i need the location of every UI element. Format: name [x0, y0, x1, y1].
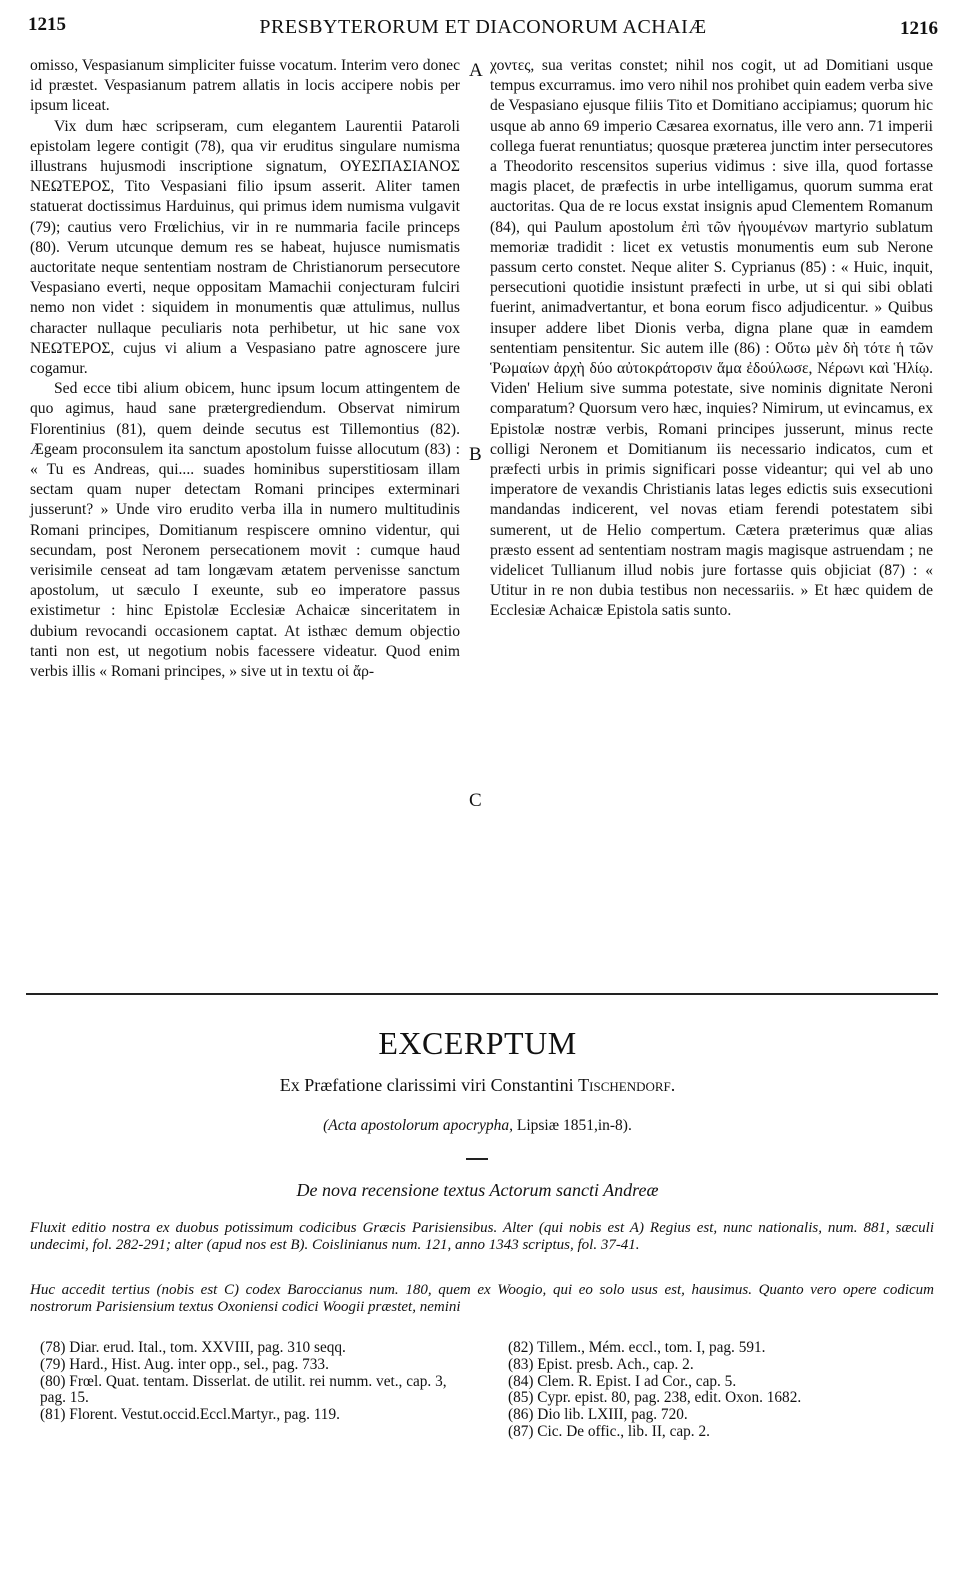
page-number-left: 1215: [28, 14, 66, 35]
excerptum-source-imprint: Lipsiæ 1851,in-8).: [513, 1117, 632, 1134]
margin-marker-b: B: [469, 444, 482, 465]
footnote-84: (84) Clem. R. Epist. I ad Cor., cap. 5.: [508, 1372, 737, 1390]
short-rule: [466, 1158, 488, 1160]
excerptum-paragraph-2: Huc accedit tertius (nobis est C) codex Baroccianus num. 180, quem ex Woogio, qui eo solo usus est, hausimus. Quanto vero opere codicum nostrorum Parisiensium textus Oxoniensi codici Woogii præstet, nemini: [30, 1282, 934, 1315]
right-column: [490, 56, 933, 622]
excerptum-paragraph-1: Fluxit editio nostra ex duobus potissimum codicibus Græcis Parisiensibus. Alter (qui nobis est A) Regius est, nunc nationalis, num. 881, sæculi undecimi, fol. 282-291; alter (apud nos est B). Coislinianus num. 121, anno 1343 scriptus, fol. 37-41.: [30, 1220, 934, 1253]
footnotes-right: [508, 1340, 938, 1441]
footnote-82: (82) Tillem., Mém. eccl., tom. I, pag. 591.: [508, 1339, 766, 1356]
footnote-80: (80) Frœl. Quat. tentam. Disserlat. de utilit. rei numm. vet., cap. 3, pag. 15.: [40, 1372, 447, 1407]
margin-marker-c: C: [469, 790, 482, 811]
footnote-81: (81) Florent. Vestut.occid.Eccl.Martyr., pag. 119.: [40, 1406, 340, 1424]
section-divider: [26, 993, 938, 995]
excerptum-source-title: (Acta apostolorum apocrypha,: [323, 1117, 513, 1134]
footnote-85: (85) Cypr. epist. 80, pag. 238, edit. Oxon. 1682.: [508, 1389, 802, 1407]
footnotes-left: [40, 1340, 460, 1424]
margin-marker-a: A: [469, 60, 483, 81]
excerptum-author: Tischendorf.: [578, 1075, 676, 1095]
left-paragraph-3: Sed ecce tibi alium obicem, hunc ipsum locum attingentem de quo agimus, haud sane prætergrediendum. Observat nimirum Florentinius (81), quem deinde secutus est Tillemontius (82). Ægeam proconsulem ita sanctum apostolum fuisse allocutum (83) : « Tu es Andreas, qui.... suades hominibus superstitiosam illam sectam quam nuper detectam Romani principes exterminari jusserunt? » Unde viro erudito verba illa in numero multitudinis Romani principes, Domitianum respiscere omnino videntur, qui secundam, post Neronem persecationem movit : cumque haud verisimile censeat ad tam longævam ætatem pervenisse sanctum apostolum, ut sæculo I exeunte, sub eo imperatore passus existimetur : hinc Epistolæ Ecclesiæ Achaicæ sinceritatem in dubium revocandi occasionem captat. At isthæc demum objectio tanti non est, ut negotium nobis facessere videatur. Quod enim verbis illis « Romani principes, » sive ut in textu οἱ ἄρ-: [30, 380, 460, 681]
excerptum-title: EXCERPTUM: [378, 1025, 577, 1061]
footnote-87: (87) Cic. De offic., lib. II, cap. 2.: [508, 1422, 710, 1440]
footnote-83: (83) Epist. presb. Ach., cap. 2.: [508, 1355, 694, 1373]
left-paragraph-1: omisso, Vespasianum simpliciter fuisse vocatum. Interim vero donec id præstet. Vespasianum patrem allatis in locis accipere nobis per ipsum liceat.: [30, 57, 460, 115]
excerptum-subtitle: [0, 1075, 955, 1096]
excerptum-source: [0, 1117, 955, 1135]
left-paragraph-2: Vix dum hæc scripseram, cum elegantem Laurentii Pataroli epistolam legere contigit (78), qua vir eruditus singulare numisma illustrans hujusmodi inscriptione signatum, ΟΥΕΣΠΑΣΙΑΝΟΣ ΝΕΩΤΕΡΟΣ, Tito Vespasiani filio ipsum asserit. Aliter tamen statuerat doctissimus Harduinus, qui primus idem numisma vulgavit (79); cautius vero Frœlichius, vir in re nummaria facile princeps (80). Verum utcunque demum res se habeat, hujusce numismatis auctoritate neque sententiam nostram de Christianorum persecutore Vespasiano everti, neque oppositam Mamachii conjecturam fulciri nemo non videt : siquidem in monumentis quæ attulimus, nullus character nullaque peculiaris nota perhibetur, ut hic sane vox ΝΕΩΤΕΡΟΣ, cujus vi alium a Vespasiano patre agnoscere jure cogamur.: [30, 117, 460, 378]
footnote-78: (78) Diar. erud. Ital., tom. XXVIII, pag. 310 seqq.: [40, 1339, 346, 1356]
right-paragraph-1: χοντες, sua veritas constet; nihil nos cogit, ut ad Domitiani usque tempus excurramus. imo vero nihil nos prohibet quin eadem verba sive de Vespasiano ejusque filiis Tito et Domitiano accipiamus; quorum hic usque ab anno 69 imperio Cæsarea exornatus, ille vero ann. 71 imperii collega fuerat renuntiatus; quosque præterea junctim inter persecutores a Theodorito rescensitos superius vidimus : sive illa, quod fortasse magis placet, de præfectis in urbe intelligamus, quorum summa erat auctoritas. Qua de re locus exstat insignis apud Clementem Romanum (84), qui Paulum apostolum ἐπὶ τῶν ἡγουμένων martyrio sublatum memoriæ tradidit : licet ex vetustis monumentis eum sub Nerone passum certo constet. Neque aliter S. Cyprianus (85) : « Huic, inquit, persecutioni quotidie insistunt præfecti in urbe, ut si qui sibi oblati fuerint, animadvertantur, et bona eorum fisco adjudicentur. » Quibus insuper addere libet Dionis verba, digna plane quæ in eamdem sententiam pensitentur. Sic autem ille (86) : Οὕτω μὲν δὴ τότε ἡ τῶν Ῥωμαίων ἀρχὴ δύο αὐτοκράτορσιν ἅμα ἐδούλωσε, Νέρωνι καὶ Ἡλίῳ. Viden' Helium sive summa potestate, sive nominis dignitate Neroni comparatum? Quorsum vero hæc, inquies? Nimirum, ut evincamus, ex Epistolæ nostræ verbis, Romani principes jusserunt, minus recte colligi Neronem et Domitianum iis necessario indicatos, cum et præfecti urbis in primis significari posse videantur; qui vel ab uno imperatore de vexandis Christianis latas leges edictis suis exsecutioni mandandas indicerent, vel novas etiam ferendi potestatem sibi sumerent, ut de Helio compertum. Cætera præterimus quæ alias præsto essent ad sententiam nostram magis magisque astruendam ; ne videlicet Tullianum illud nobis jure fortasse quis objiciat (87) : « Utitur in re non dubia testibus non necessariis. » Et hæc quidem de Ecclesiæ Achaicæ Epistola satis sunto.: [490, 57, 934, 620]
page-number-right: 1216: [900, 18, 938, 39]
recension-heading: De nova recensione textus Actorum sancti Andreæ: [296, 1180, 659, 1200]
page-header: [28, 12, 938, 42]
running-title: PRESBYTERORUM ET DIACONORUM ACHAIÆ: [259, 16, 707, 38]
footnote-79: (79) Hard., Hist. Aug. inter opp., sel., pag. 733.: [40, 1355, 329, 1373]
left-column: [30, 56, 460, 682]
excerptum-subtitle-prefix: Ex Præfatione clarissimi viri Constantini: [279, 1075, 579, 1095]
footnote-86: (86) Dio lib. LXIII, pag. 720.: [508, 1406, 688, 1424]
